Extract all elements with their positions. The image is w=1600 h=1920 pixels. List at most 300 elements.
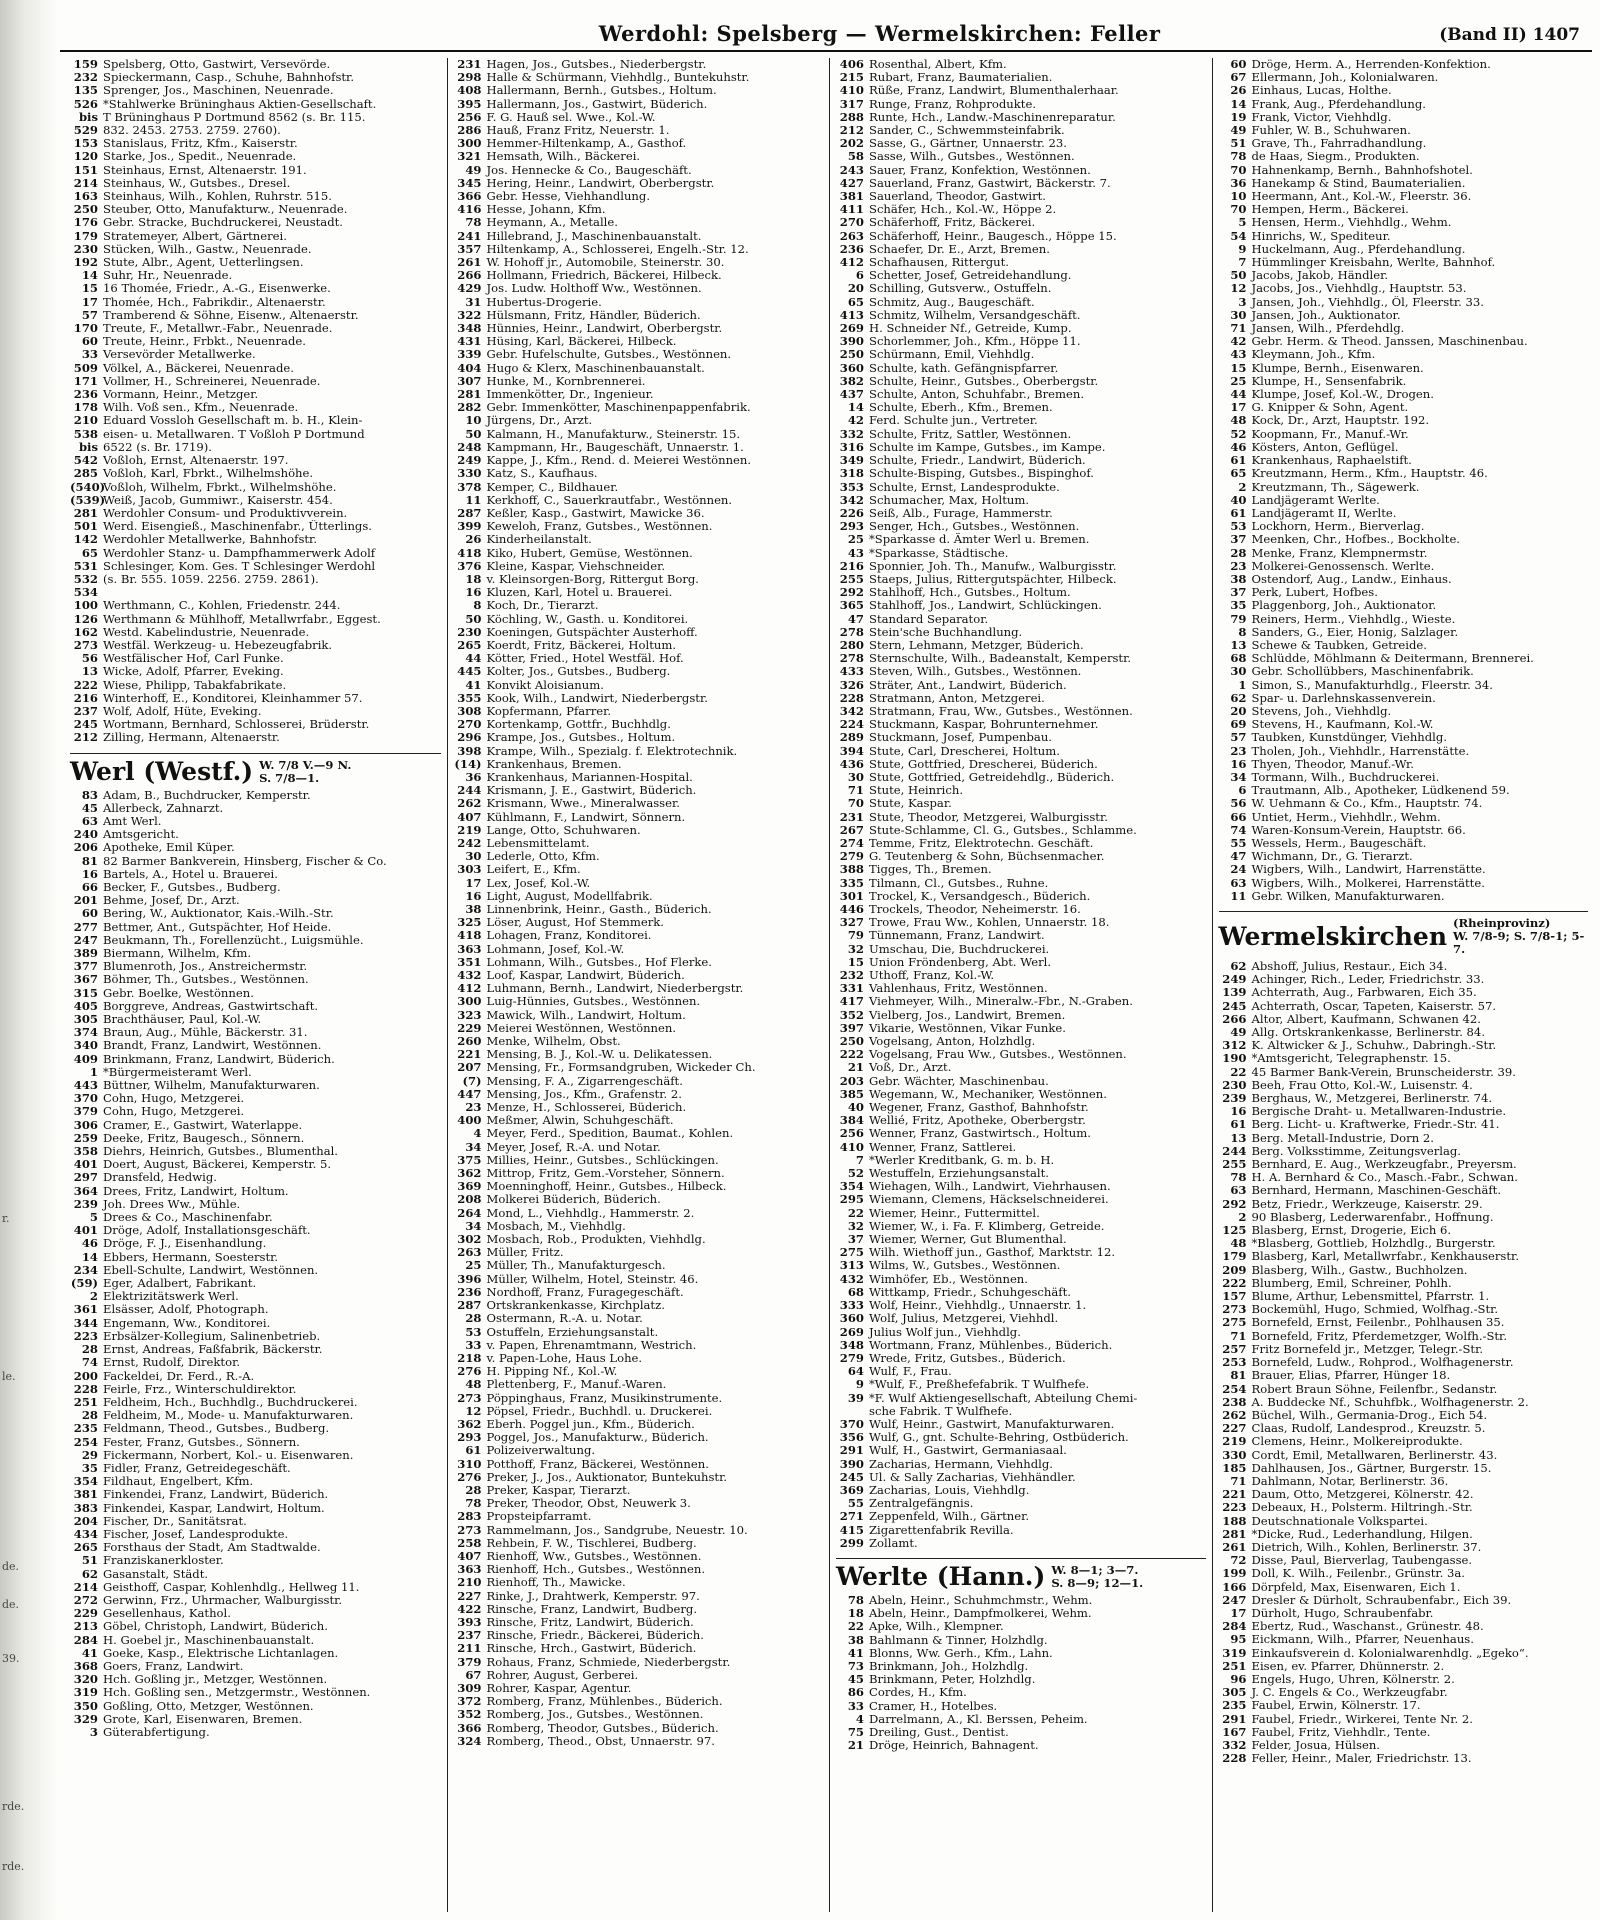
subscriber-text: Landjägeramt II, Werlte. — [1251, 506, 1397, 520]
phone-number: 78 — [1230, 150, 1247, 164]
phone-number: 534 — [73, 586, 98, 600]
subscriber-text: 16 Thomée, Friedr., A.-G., Eisenwerke. — [103, 282, 331, 296]
phone-number: 61 — [1230, 1118, 1247, 1132]
phone-number: 38 — [1230, 572, 1247, 586]
directory-entry — [836, 177, 1206, 190]
directory-entry — [454, 824, 824, 837]
phone-number: 68 — [1230, 652, 1247, 666]
directory-entry — [70, 1396, 441, 1409]
subscriber-text: Kühlmann, F., Landwirt, Sönnern. — [486, 810, 686, 824]
subscriber-text: Kortenkamp, Gottfr., Buchhdlg. — [486, 718, 671, 732]
directory-entry — [454, 665, 824, 678]
phone-number: 213 — [73, 1620, 98, 1634]
directory-entry — [1219, 230, 1589, 243]
directory-entry — [70, 216, 441, 229]
phone-number: 50 — [465, 612, 482, 626]
directory-entry — [1219, 1739, 1589, 1752]
subscriber-text: Rienhoff, Hch., Gutsbes., Westönnen. — [486, 1563, 706, 1577]
subscriber-text: Stute, Kaspar. — [869, 797, 952, 811]
directory-entry — [836, 811, 1206, 824]
phone-number: 30 — [847, 770, 864, 784]
subscriber-text: sche Fabrik. T Wulfhefe. — [869, 1404, 1013, 1418]
subscriber-text: Zilling, Hermann, Altenaerstr. — [103, 731, 280, 745]
phone-number: 71 — [847, 784, 864, 798]
phone-number: 296 — [457, 731, 482, 745]
directory-entry — [836, 441, 1206, 454]
phone-number: 301 — [839, 889, 864, 903]
phone-number: 20 — [847, 282, 864, 296]
subscriber-text: Eger, Adalbert, Fabrikant. — [103, 1277, 257, 1291]
subscriber-text: Cohn, Hugo, Metzgerei. — [103, 1105, 245, 1119]
directory-entry — [70, 375, 441, 388]
directory-entry — [70, 256, 441, 269]
directory-entry — [454, 1497, 824, 1510]
phone-number: 349 — [839, 454, 864, 468]
directory-entry — [70, 1092, 441, 1105]
phone-number: 245 — [73, 718, 98, 732]
phone-number: 364 — [73, 1184, 98, 1198]
subscriber-text: Fuhler, W. B., Schuhwaren. — [1251, 124, 1411, 138]
phone-number: 24 — [1230, 863, 1247, 877]
subscriber-text: Krankenhaus, Raphaelstift. — [1251, 454, 1412, 468]
subscriber-text: Kötter, Fried., Hotel Westfäl. Hof. — [486, 652, 684, 666]
phone-number: 7 — [1238, 256, 1247, 270]
directory-entry — [1219, 731, 1589, 744]
phone-number: 415 — [839, 1523, 864, 1537]
subscriber-text: Krampe, Wilh., Spezialg. f. Elektrotechnik. — [486, 744, 738, 758]
directory-entry — [1219, 639, 1589, 652]
subscriber-text: Wilms, W., Gutsbes., Westönnen. — [869, 1259, 1061, 1273]
phone-number: 232 — [839, 969, 864, 983]
subscriber-text: Stahlhoff, Hch., Gutsbes., Holtum. — [869, 586, 1071, 600]
phone-number: 316 — [839, 440, 864, 454]
directory-entry — [70, 1356, 441, 1369]
subscriber-text: Stevens, Joh., Viehhdlg. — [1251, 704, 1392, 718]
phone-number: 31 — [465, 295, 482, 309]
directory-entry — [1219, 1369, 1589, 1382]
directory-entry — [70, 533, 441, 546]
phone-number: 20 — [1230, 704, 1247, 718]
subscriber-text: Ostuffeln, Erziehungsanstalt. — [486, 1325, 659, 1339]
phone-number: 239 — [1222, 1092, 1247, 1106]
phone-number: 46 — [1230, 440, 1247, 454]
directory-entry — [70, 1422, 441, 1435]
directory-entry — [836, 1458, 1206, 1471]
subscriber-text: Gasanstalt, Städt. — [103, 1567, 209, 1581]
directory-entry — [70, 1581, 441, 1594]
phone-number: 55 — [847, 1497, 864, 1511]
directory-entry — [70, 705, 441, 718]
phone-number: 437 — [839, 388, 864, 402]
subscriber-text: Wichmann, Dr., G. Tierarzt. — [1251, 850, 1413, 864]
directory-entry — [454, 705, 824, 718]
subscriber-text: Gebr. Immenkötter, Maschinenpappenfabrik. — [486, 401, 751, 415]
subscriber-text: Steven, Wilh., Gutsbes., Westönnen. — [869, 665, 1082, 679]
subscriber-text: Rehbein, F. W., Tischlerei, Budberg. — [486, 1536, 697, 1550]
phone-number: 51 — [1230, 137, 1247, 151]
subscriber-text: Wigbers, Wilh., Landwirt, Harrenstätte. — [1251, 863, 1486, 877]
subscriber-text: Wiehagen, Wilh., Landwirt, Viehrhausen. — [869, 1180, 1111, 1194]
directory-entry — [836, 1510, 1206, 1523]
directory-entry — [454, 1563, 824, 1576]
subscriber-text: Romberg, Theodor, Gutsbes., Büderich. — [486, 1721, 719, 1735]
directory-entry — [1219, 1462, 1589, 1475]
subscriber-text: Allg. Ortskrankenkasse, Berlinerstr. 84. — [1251, 1026, 1485, 1040]
directory-entry — [836, 1193, 1206, 1206]
phone-number: 230 — [73, 242, 98, 256]
phone-number: 330 — [457, 467, 482, 481]
phone-number: 212 — [839, 124, 864, 138]
directory-entry — [454, 1022, 824, 1035]
phone-number: 44 — [465, 652, 482, 666]
subscriber-text: Ellermann, Joh., Kolonialwaren. — [1251, 71, 1439, 85]
phone-number: 231 — [839, 810, 864, 824]
directory-entry — [454, 956, 824, 969]
subscriber-text: Rubart, Franz, Baumaterialien. — [869, 71, 1053, 85]
phone-number: 230 — [1222, 1078, 1247, 1092]
directory-entry — [836, 547, 1206, 560]
phone-number: 358 — [73, 1145, 98, 1159]
directory-entry — [70, 1264, 441, 1277]
subscriber-text: Faubel, Fritz, Viehhdlr., Tente. — [1251, 1725, 1431, 1739]
phone-number: 285 — [73, 467, 98, 481]
subscriber-text: Vogelsang, Anton, Holzhdlg. — [869, 1035, 1036, 1049]
phone-number: 6 — [855, 269, 864, 283]
subscriber-text: Schulte, Fritz, Sattler, Westönnen. — [869, 427, 1072, 441]
subscriber-text: Doert, August, Bäckerei, Kemperstr. 5. — [103, 1158, 332, 1172]
phone-number: 10 — [1230, 190, 1247, 204]
phone-number: 49 — [1230, 124, 1247, 138]
subscriber-text: Hinrichs, W., Spediteur. — [1251, 229, 1391, 243]
subscriber-text: Werthmann & Mühlhoff, Metallwrfabr., Eggest. — [103, 612, 381, 626]
directory-entry — [70, 1594, 441, 1607]
subscriber-text: Stern, Lehmann, Metzger, Büderich. — [869, 638, 1084, 652]
directory-entry — [454, 850, 824, 863]
directory-entry — [1219, 679, 1589, 692]
subscriber-text: Stein'sche Buchhandlung. — [869, 625, 1023, 639]
subscriber-text: Wolf, Heinr., Viehhdlg., Unnaerstr. 1. — [869, 1299, 1087, 1313]
phone-number: 532 — [73, 572, 98, 586]
directory-entry — [70, 454, 441, 467]
directory-entry — [70, 947, 441, 960]
phone-number: 429 — [457, 282, 482, 296]
phone-number: 317 — [839, 97, 864, 111]
directory-entry — [70, 1026, 441, 1039]
subscriber-text: Gebr. Schollübbers, Maschinenfabrik. — [1251, 665, 1474, 679]
subscriber-text: Vahlenhaus, Fritz, Westönnen. — [869, 982, 1048, 996]
phone-number: 400 — [457, 1114, 482, 1128]
subscriber-text: Schafhausen, Rittergut. — [869, 256, 1009, 270]
subscriber-text: Schilling, Gutsverw., Ostuffeln. — [869, 282, 1052, 296]
phone-number: 2 — [1238, 480, 1247, 494]
phone-number: 362 — [457, 1417, 482, 1431]
subscriber-text: Schorlemmer, Joh., Kfm., Höppe 11. — [869, 335, 1081, 349]
subscriber-text: Schulte, Anton, Schuhfabr., Bremen. — [869, 388, 1084, 402]
directory-entry — [454, 903, 824, 916]
phone-number: 25 — [465, 1259, 482, 1273]
directory-entry — [836, 1365, 1206, 1378]
subscriber-text: Senger, Hch., Gutsbes., Westönnen. — [869, 520, 1080, 534]
phone-number: 390 — [839, 1457, 864, 1471]
subscriber-text: Brachthäuser, Paul, Kol.-W. — [103, 1013, 262, 1027]
phone-number: 204 — [73, 1514, 98, 1528]
directory-entry — [836, 467, 1206, 480]
phone-number: 379 — [457, 1655, 482, 1669]
subscriber-text: Ul. & Sally Zacharias, Viehhändler. — [869, 1470, 1076, 1484]
phone-number: 295 — [839, 1193, 864, 1207]
subscriber-text: Müller, Wilhelm, Hotel, Steinstr. 46. — [486, 1272, 699, 1286]
subscriber-text: Loof, Kaspar, Landwirt, Büderich. — [486, 969, 685, 983]
subscriber-text: H. Schneider Nf., Getreide, Kump. — [869, 322, 1072, 336]
town-name: Werl (Westf.) — [70, 756, 254, 786]
directory-entry — [836, 692, 1206, 705]
subscriber-text: Vikarie, Westönnen, Vikar Funke. — [869, 1021, 1066, 1035]
phone-number: 57 — [81, 308, 98, 322]
subscriber-text: Luhmann, Bernh., Landwirt, Niederbergstr. — [486, 982, 744, 996]
subscriber-text: Amt Werl. — [103, 814, 162, 828]
subscriber-text: Grave, Th., Fahrradhandlung. — [1251, 137, 1427, 151]
subscriber-text: Hunke, M., Kornbrennerei. — [486, 374, 646, 388]
subscriber-text: Dröge, Herm. A., Herrenden-Konfektion. — [1251, 58, 1491, 71]
directory-entry — [454, 1642, 824, 1655]
phone-number: 274 — [839, 836, 864, 850]
edge-fragment: r. — [2, 1212, 10, 1225]
phone-number: 374 — [73, 1026, 98, 1040]
subscriber-text: Kemper, C., Bildhauer. — [486, 480, 619, 494]
phone-number: 37 — [1230, 586, 1247, 600]
phone-number: 86 — [847, 1686, 864, 1700]
phone-number: 6 — [1238, 784, 1247, 798]
subscriber-text: Stute, Carl, Drescherei, Holtum. — [869, 744, 1060, 758]
phone-number: 244 — [457, 784, 482, 798]
subscriber-text: Einkaufsverein d. Kolonialwarenhdlg. „Egeko“. — [1251, 1646, 1529, 1660]
directory-entry — [70, 1488, 441, 1501]
subscriber-text: Krismann, Wwe., Mineralwasser. — [486, 797, 680, 811]
directory-entry — [1219, 1316, 1589, 1329]
phone-number: 16 — [465, 586, 482, 600]
subscriber-text: Disse, Paul, Bierverlag, Taubengasse. — [1251, 1554, 1473, 1568]
phone-number: 264 — [457, 1206, 482, 1220]
subscriber-text: Mond, L., Viehhdlg., Hammerstr. 2. — [486, 1206, 695, 1220]
directory-entry — [1219, 348, 1589, 361]
subscriber-text: Kopfermann, Pfarrer. — [486, 704, 612, 718]
directory-entry — [836, 982, 1206, 995]
subscriber-text: Werdohler Consum- und Produktivverein. — [103, 506, 348, 520]
directory-entry — [70, 520, 441, 533]
subscriber-text: Meyer, Ferd., Spedition, Baumat., Kohlen. — [486, 1127, 734, 1141]
directory-entry — [454, 1510, 824, 1523]
phone-number: 142 — [73, 533, 98, 547]
phone-number: 55 — [1230, 836, 1247, 850]
subscriber-text: Klumpe, H., Sensenfabrik. — [1251, 374, 1407, 388]
directory-entry — [1219, 1092, 1589, 1105]
directory-entry — [1219, 960, 1589, 973]
phone-number: 171 — [73, 374, 98, 388]
directory-entry — [1219, 1515, 1589, 1528]
directory-entry — [70, 1554, 441, 1567]
directory-entry — [454, 1339, 824, 1352]
directory-entry — [836, 1713, 1206, 1726]
directory-entry — [836, 362, 1206, 375]
directory-entry — [1219, 705, 1589, 718]
subscriber-text: Meßmer, Alwin, Schuhgeschäft. — [486, 1114, 674, 1128]
directory-entry — [836, 428, 1206, 441]
phone-number: 266 — [457, 269, 482, 283]
subscriber-text: Bornefeld, Ludw., Rohprod., Wolfhagenerstr. — [1251, 1356, 1514, 1370]
phone-number: 396 — [457, 1272, 482, 1286]
phone-number: 33 — [847, 1699, 864, 1713]
subscriber-text: *Wulf, F., Preßhefefabrik. T Wulfhefe. — [869, 1378, 1090, 1392]
phone-number: 176 — [73, 216, 98, 230]
subscriber-text: Stute, Gottfried, Drescherei, Büderich. — [869, 757, 1098, 771]
directory-entry — [454, 1259, 824, 1272]
phone-number: 245 — [1222, 999, 1247, 1013]
subscriber-text: 45 Barmer Bank-Verein, Brunscheiderstr. 39. — [1251, 1065, 1516, 1079]
phone-number: 47 — [847, 612, 864, 626]
column-2 — [447, 58, 830, 1912]
directory-entry — [454, 1009, 824, 1022]
subscriber-text: Bornefeld, Ernst, Feilenbr., Pohlhausen 35. — [1251, 1316, 1505, 1330]
phone-number: 351 — [457, 955, 482, 969]
phone-number: 34 — [465, 1219, 482, 1233]
phone-number: 322 — [457, 308, 482, 322]
subscriber-text: Elektrizitätswerk Werl. — [103, 1290, 239, 1304]
phone-number: 431 — [457, 335, 482, 349]
directory-entry — [454, 269, 824, 282]
directory-entry — [836, 890, 1206, 903]
directory-entry — [1219, 494, 1589, 507]
directory-entry — [454, 1061, 824, 1074]
subscriber-text: Jos. Ludw. Holthoff Ww., Westönnen. — [486, 282, 702, 296]
directory-entry — [1219, 877, 1589, 890]
directory-entry — [1219, 203, 1589, 216]
subscriber-text: Wolf, Julius, Metzgerei, Viehhdl. — [869, 1312, 1059, 1326]
directory-entry — [836, 296, 1206, 309]
phone-number: 381 — [839, 190, 864, 204]
phone-number: 270 — [457, 718, 482, 732]
subscriber-text: Vormann, Heinr., Metzger. — [103, 388, 259, 402]
subscriber-text: Pöpsel, Friedr., Buchhdl. u. Druckerei. — [486, 1404, 713, 1418]
town-heading — [70, 753, 441, 785]
phone-number: 14 — [81, 269, 98, 283]
subscriber-text: Claas, Rudolf, Landesprod., Kreuzstr. 5. — [1251, 1422, 1486, 1436]
directory-entry — [836, 1607, 1206, 1620]
phone-number: 224 — [839, 718, 864, 732]
phone-number: 298 — [457, 71, 482, 85]
subscriber-text: Kluzen, Karl, Hotel u. Brauerei. — [486, 586, 673, 600]
phone-number: 206 — [73, 841, 98, 855]
phone-number: 15 — [847, 955, 864, 969]
subscriber-text: Gebr. Wächter, Maschinenbau. — [869, 1074, 1049, 1088]
phone-number: 227 — [1222, 1422, 1247, 1436]
subscriber-text: Amtsgericht. — [103, 828, 179, 842]
phone-number: 231 — [457, 58, 482, 71]
directory-entry — [70, 679, 441, 692]
directory-entry — [836, 1048, 1206, 1061]
subscriber-text: Rinsche, Friedr., Bäckerei, Büderich. — [486, 1629, 704, 1643]
directory-entry — [1219, 1330, 1589, 1343]
phone-number: 22 — [847, 1620, 864, 1634]
subscriber-text: Faubel, Friedr., Wirkerei, Tente Nr. 2. — [1251, 1712, 1473, 1726]
directory-entry — [70, 1647, 441, 1660]
subscriber-text: Blumberg, Emil, Schreiner, Pohlh. — [1251, 1276, 1452, 1290]
directory-entry — [454, 124, 824, 137]
phone-number: 185 — [1222, 1461, 1247, 1475]
directory-entry — [70, 731, 441, 744]
directory-entry — [70, 1317, 441, 1330]
phone-number: 273 — [73, 638, 98, 652]
subscriber-text: Meierei Westönnen, Westönnen. — [486, 1021, 677, 1035]
directory-entry — [836, 1378, 1206, 1391]
directory-entry — [1219, 1224, 1589, 1237]
phone-number: 399 — [457, 520, 482, 534]
subscriber-text: Voßloh, Wilhelm, Fbrkt., Wilhelmshöhe. — [103, 480, 337, 494]
town-hours — [1051, 1564, 1143, 1590]
directory-entry — [454, 877, 824, 890]
phone-number: 65 — [847, 295, 864, 309]
subscriber-text: Berg. Metall-Industrie, Dorn 2. — [1251, 1131, 1434, 1145]
phone-number: 372 — [457, 1695, 482, 1709]
subscriber-text: Mawick, Wilh., Landwirt, Holtum. — [486, 1008, 686, 1022]
subscriber-text: Blume, Arthur, Lebensmittel, Pfarrstr. 1. — [1251, 1290, 1490, 1304]
subscriber-text: Betz, Friedr., Werkzeuge, Kaiserstr. 29. — [1251, 1197, 1483, 1211]
subscriber-text: Zigarettenfabrik Revilla. — [869, 1523, 1014, 1537]
directory-entry — [70, 507, 441, 520]
phone-number: 53 — [1230, 520, 1247, 534]
subscriber-text: Fritz Bornefeld jr., Metzger, Telegr.-Str. — [1251, 1342, 1484, 1356]
edge-fragment: rde. — [2, 1800, 25, 1813]
subscriber-text: Schulte, Ernst, Landesprodukte. — [869, 480, 1060, 494]
phone-number: 443 — [73, 1079, 98, 1093]
subscriber-text: Biermann, Wilhelm, Kfm. — [103, 947, 252, 960]
subscriber-text: Cohn, Hugo, Metzgerei. — [103, 1092, 245, 1106]
directory-entry — [1219, 362, 1589, 375]
phone-number: 235 — [1222, 1699, 1247, 1713]
subscriber-text: H. Goebel jr., Maschinenbauanstalt. — [103, 1633, 315, 1647]
directory-entry — [70, 815, 441, 828]
directory-entry — [836, 150, 1206, 163]
directory-entry — [70, 1568, 441, 1581]
directory-entry — [836, 1299, 1206, 1312]
directory-entry — [454, 282, 824, 295]
phone-number: 3 — [89, 1725, 98, 1739]
phone-number: 422 — [457, 1602, 482, 1616]
subscriber-text: Rammelmann, Jos., Sandgrube, Neuestr. 10. — [486, 1523, 748, 1537]
directory-entry — [836, 995, 1206, 1008]
phone-number: 125 — [1222, 1224, 1247, 1238]
subscriber-text: Menke, Wilhelm, Obst. — [486, 1035, 621, 1049]
subscriber-text: Trockels, Theodor, Neheimerstr. 16. — [869, 903, 1081, 916]
phone-number: 395 — [457, 97, 482, 111]
phone-number: 32 — [847, 942, 864, 956]
subscriber-text: Abshoff, Julius, Restaur., Eich 34. — [1251, 960, 1448, 973]
phone-number: 390 — [839, 335, 864, 349]
subscriber-text: Rinsche, Fritz, Landwirt, Büderich. — [486, 1615, 694, 1629]
subscriber-text: Frank, Aug., Pferdehandlung. — [1251, 97, 1426, 111]
directory-entry — [70, 1330, 441, 1343]
phone-number: 40 — [847, 1101, 864, 1115]
phone-number: (14) — [454, 757, 482, 771]
phone-number: 29 — [81, 1448, 98, 1462]
subscriber-text: Vollmer, H., Schreinerei, Neuenrade. — [103, 374, 321, 388]
subscriber-text: Dröge, Adolf, Installationsgeschäft. — [103, 1224, 311, 1238]
directory-entry — [1219, 1158, 1589, 1171]
subscriber-text: Jansen, Wilh., Pferdehdlg. — [1251, 322, 1405, 336]
phone-number: 219 — [457, 823, 482, 837]
directory-entry — [836, 560, 1206, 573]
phone-number: 7 — [855, 1153, 864, 1167]
subscriber-text: Borggreve, Andreas, Gastwirtschaft. — [103, 999, 319, 1013]
